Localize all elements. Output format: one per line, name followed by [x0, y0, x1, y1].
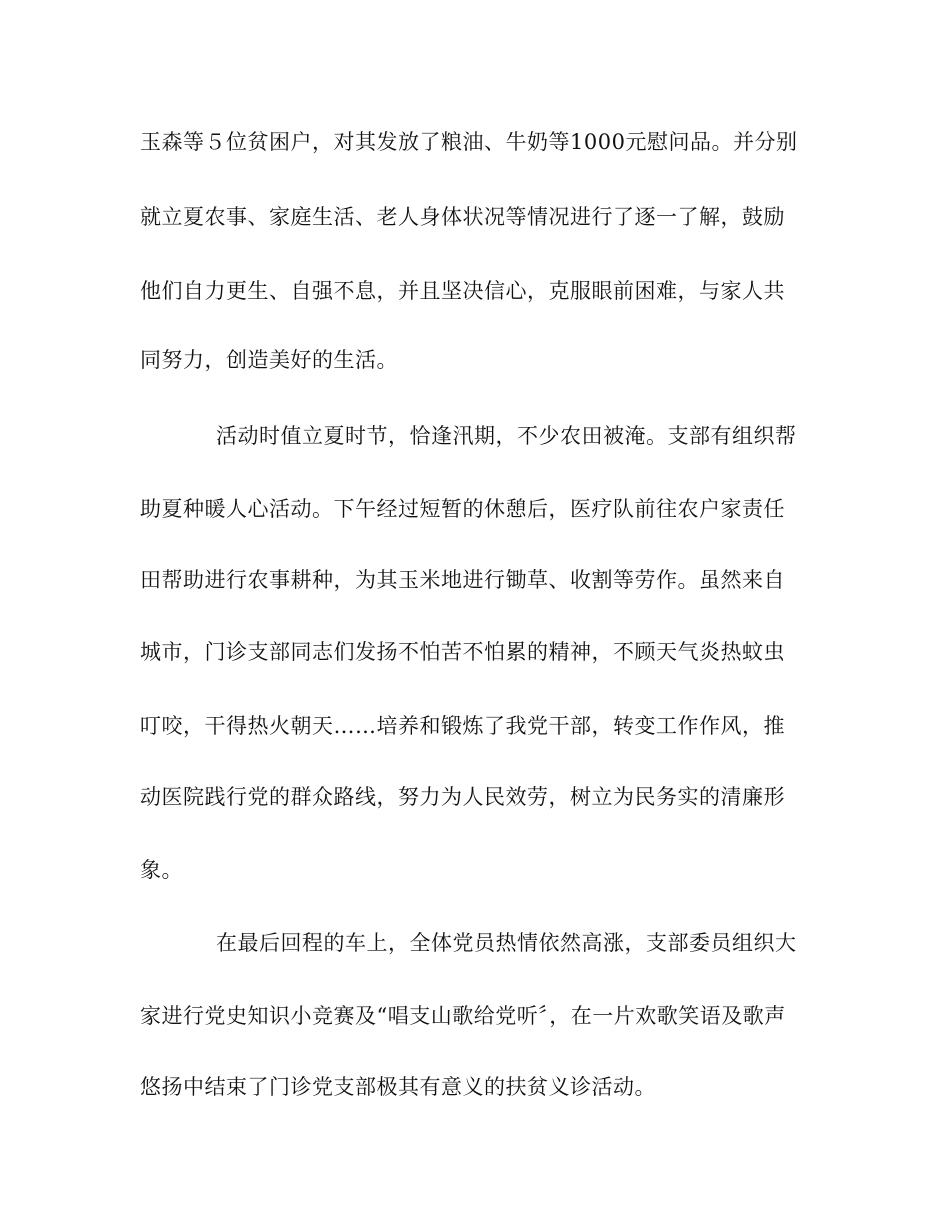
text-line: 象。 — [140, 858, 183, 882]
text-line: 玉森等５位贫困户，对其发放了粮油、牛奶等1000元慰问品。并分别 — [140, 130, 798, 154]
text-line: 悠扬中结束了门诊党支部极其有意义的扶贫义诊活动。 — [140, 1075, 656, 1099]
text-line: 城市，门诊支部同志们发扬不怕苦不怕累的精神，不顾天气炎热蚊虫 — [140, 640, 785, 664]
text-line: 动医院践行党的群众路线，努力为人民效劳，树立为民务实的清廉形 — [140, 785, 785, 809]
text-line: 在最后回程的车上，全体党员热情依然高涨，支部委员组织大 — [216, 931, 797, 955]
text-line: 叮咬，干得热火朝天……培养和锻炼了我党干部，转变工作作风，推 — [140, 714, 785, 738]
text-line: 家进行党史知识小竞赛及“唱支山歌给党听〞，在一片欢歌笑语及歌声 — [140, 1004, 786, 1028]
text-line: 活动时值立夏时节，恰逢汛期，不少农田被淹。支部有组织帮 — [216, 424, 797, 448]
text-line: 助夏种暖人心活动。下午经过短暂的休憩后，医疗队前往农户家责任 — [140, 497, 785, 521]
text-line: 就立夏农事、家庭生活、老人身体状况等情况进行了逐一了解，鼓励 — [140, 205, 785, 229]
text-line: 田帮助进行农事耕种，为其玉米地进行锄草、收割等劳作。虽然来自 — [140, 568, 785, 592]
text-line: 他们自力更生、自强不息，并且坚决信心，克服眼前困难，与家人共 — [140, 279, 785, 303]
text-line: 同努力，创造美好的生活。 — [140, 348, 398, 372]
